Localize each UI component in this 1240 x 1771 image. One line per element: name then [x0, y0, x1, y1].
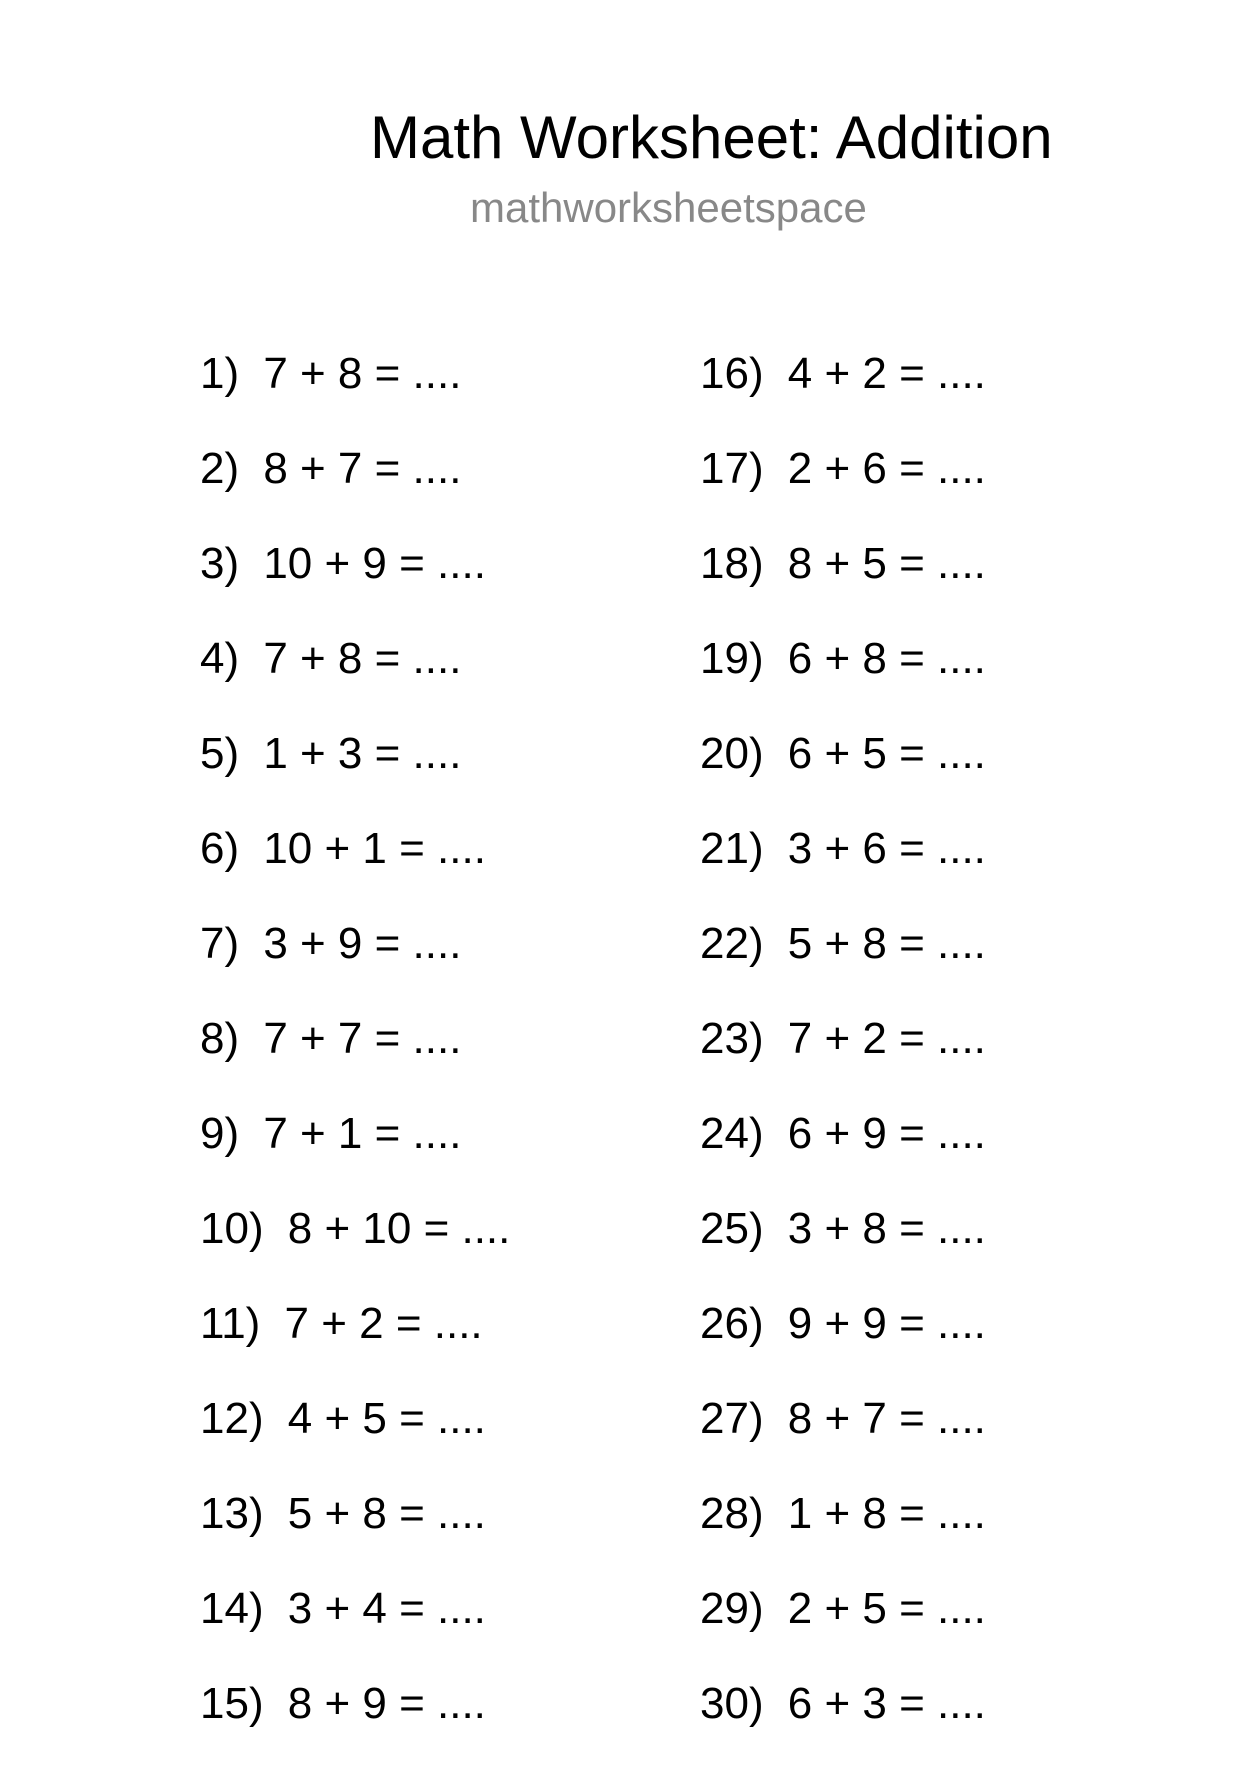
- problem-expression: 1 + 3 = ....: [263, 729, 462, 778]
- problem-number: 2): [200, 444, 240, 493]
- problem-13: [200, 1486, 510, 1581]
- problem-number: 17): [700, 444, 764, 493]
- problem-expression: 7 + 7 = ....: [263, 1014, 462, 1063]
- problem-22: [700, 916, 986, 1011]
- problem-column-right: [700, 346, 986, 1771]
- problem-number: 11): [200, 1299, 261, 1348]
- problem-23: [700, 1011, 986, 1106]
- problem-expression: 8 + 10 = ....: [287, 1204, 511, 1253]
- problem-expression: 3 + 8 = ....: [787, 1204, 986, 1253]
- problem-3: [200, 536, 510, 631]
- problem-number: 30): [700, 1679, 764, 1728]
- problem-expression: 7 + 8 = ....: [263, 349, 462, 398]
- problem-expression: 6 + 8 = ....: [787, 634, 986, 683]
- problem-expression: 7 + 2 = ....: [284, 1299, 483, 1348]
- problem-7: [200, 916, 510, 1011]
- problem-number: 22): [700, 919, 764, 968]
- problem-expression: 8 + 7 = ....: [787, 1394, 986, 1443]
- page-title: Math Worksheet: Addition: [370, 104, 1053, 171]
- problem-14: [200, 1581, 510, 1676]
- problem-number: 29): [700, 1584, 764, 1633]
- problem-expression: 8 + 9 = ....: [287, 1679, 486, 1728]
- problem-number: 3): [200, 539, 240, 588]
- problem-10: [200, 1201, 510, 1296]
- problem-number: 8): [200, 1014, 240, 1063]
- problem-expression: 3 + 4 = ....: [287, 1584, 486, 1633]
- problem-number: 26): [700, 1299, 764, 1348]
- problem-11: [200, 1296, 510, 1391]
- problem-12: [200, 1391, 510, 1486]
- problem-expression: 7 + 1 = ....: [263, 1109, 462, 1158]
- problem-5: [200, 726, 510, 821]
- problem-29: [700, 1581, 986, 1676]
- problem-number: 9): [200, 1109, 240, 1158]
- problem-18: [700, 536, 986, 631]
- page-subtitle: mathworksheetspace: [470, 184, 867, 231]
- problem-number: 19): [700, 634, 764, 683]
- problem-28: [700, 1486, 986, 1581]
- problem-expression: 9 + 9 = ....: [787, 1299, 986, 1348]
- problem-number: 5): [200, 729, 240, 778]
- problem-expression: 10 + 9 = ....: [263, 539, 486, 588]
- problem-expression: 6 + 9 = ....: [787, 1109, 986, 1158]
- problem-number: 6): [200, 824, 240, 873]
- problem-expression: 8 + 5 = ....: [787, 539, 986, 588]
- problem-number: 13): [200, 1489, 264, 1538]
- problem-9: [200, 1106, 510, 1201]
- problem-19: [700, 631, 986, 726]
- problem-30: [700, 1676, 986, 1771]
- problem-number: 14): [200, 1584, 264, 1633]
- problem-number: 7): [200, 919, 240, 968]
- problem-1: [200, 346, 510, 441]
- problem-2: [200, 441, 510, 536]
- problem-number: 25): [700, 1204, 764, 1253]
- problem-number: 18): [700, 539, 764, 588]
- problem-number: 20): [700, 729, 764, 778]
- problem-4: [200, 631, 510, 726]
- problem-expression: 6 + 5 = ....: [787, 729, 986, 778]
- problem-number: 21): [700, 824, 764, 873]
- problem-15: [200, 1676, 510, 1771]
- problem-expression: 7 + 2 = ....: [787, 1014, 986, 1063]
- problem-expression: 2 + 5 = ....: [787, 1584, 986, 1633]
- problem-20: [700, 726, 986, 821]
- problem-16: [700, 346, 986, 441]
- problem-25: [700, 1201, 986, 1296]
- problem-number: 24): [700, 1109, 764, 1158]
- problem-column-left: [200, 346, 510, 1771]
- problem-expression: 6 + 3 = ....: [787, 1679, 986, 1728]
- problem-number: 1): [200, 349, 240, 398]
- problem-number: 4): [200, 634, 240, 683]
- problem-6: [200, 821, 510, 916]
- problem-24: [700, 1106, 986, 1201]
- problem-expression: 7 + 8 = ....: [263, 634, 462, 683]
- problem-number: 28): [700, 1489, 764, 1538]
- problem-expression: 5 + 8 = ....: [787, 919, 986, 968]
- problem-17: [700, 441, 986, 536]
- problem-expression: 8 + 7 = ....: [263, 444, 462, 493]
- problem-number: 15): [200, 1679, 264, 1728]
- problem-8: [200, 1011, 510, 1106]
- problem-27: [700, 1391, 986, 1486]
- problem-expression: 2 + 6 = ....: [787, 444, 986, 493]
- problem-number: 27): [700, 1394, 764, 1443]
- problem-expression: 10 + 1 = ....: [263, 824, 486, 873]
- problem-26: [700, 1296, 986, 1391]
- problem-number: 10): [200, 1204, 264, 1253]
- problem-expression: 4 + 5 = ....: [287, 1394, 486, 1443]
- problem-expression: 1 + 8 = ....: [787, 1489, 986, 1538]
- problem-expression: 5 + 8 = ....: [287, 1489, 486, 1538]
- problem-number: 23): [700, 1014, 764, 1063]
- problem-expression: 4 + 2 = ....: [787, 349, 986, 398]
- problem-number: 12): [200, 1394, 264, 1443]
- problem-number: 16): [700, 349, 764, 398]
- problem-21: [700, 821, 986, 916]
- problem-expression: 3 + 6 = ....: [787, 824, 986, 873]
- problem-expression: 3 + 9 = ....: [263, 919, 462, 968]
